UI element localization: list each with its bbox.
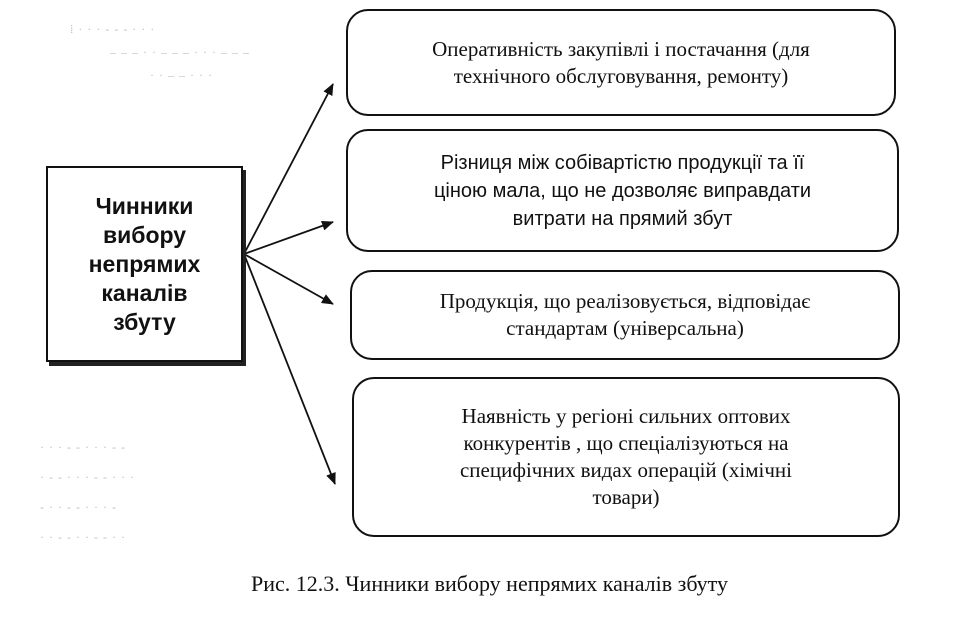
main-node-line: Чинники: [95, 192, 194, 219]
factor-line: специфічних видах операцій (хімічні: [459, 458, 793, 482]
factor-line: стандартам (універсальна): [506, 316, 744, 340]
bleed-through-noise: · · ‐ ‐ · · ‐ ‐ · ·: [40, 530, 126, 544]
main-node-line: каналів: [101, 279, 188, 306]
arrow-to-factor-4: [244, 254, 335, 484]
bleed-through-noise: · · – – · · ·: [150, 68, 213, 82]
bleed-through-noise: · · · ‐ ‐ · · · ‐ ‐: [40, 440, 126, 454]
factor-line: Продукція, що реалізовується, відповідає: [439, 289, 811, 313]
factor-box-standard-product: [350, 270, 900, 360]
main-node-line: вибору: [102, 221, 187, 248]
arrow-to-factor-3: [244, 254, 333, 304]
factor-line: Різниця між собівартістю продукції та її: [440, 151, 805, 174]
main-node-line: непрямих: [88, 250, 201, 277]
factor-line: конкурентів , що спеціалізуються на: [463, 431, 789, 455]
factor-line: ціною мала, що не дозволяє виправдати: [433, 179, 812, 202]
factor-line: Оперативність закупівлі і постачання (для: [432, 36, 810, 61]
factor-line: технічного обслуговування, ремонту): [453, 63, 789, 88]
factor-box-cost-difference: [346, 129, 899, 252]
bleed-through-noise: ⁞ · · · ‐ ‐ ‐ · · ·: [70, 22, 156, 36]
bleed-through-noise: ‐ · · ‐ ‐ · · · ‐: [40, 500, 117, 514]
arrow-to-factor-1: [244, 84, 333, 254]
factor-line: Наявність у регіоні сильних оптових: [461, 404, 791, 428]
figure-caption: Рис. 12.3. Чинники вибору непрямих каналів збуту: [250, 571, 729, 596]
bleed-through-noise: – – – · · – – – · · · – – –: [110, 45, 250, 59]
main-node-text: [89, 192, 201, 337]
factor-line: витрати на прямий збут: [512, 207, 733, 230]
main-node-line: збуту: [113, 308, 176, 335]
main-node-box: [46, 166, 243, 362]
factor-line: товари): [592, 485, 660, 509]
bleed-through-noise: · ‐ ‐ · · · ‐ ‐ · · ·: [40, 470, 135, 484]
factor-box-wholesale-competitors: [352, 377, 900, 537]
factor-box-procurement: [346, 9, 896, 116]
